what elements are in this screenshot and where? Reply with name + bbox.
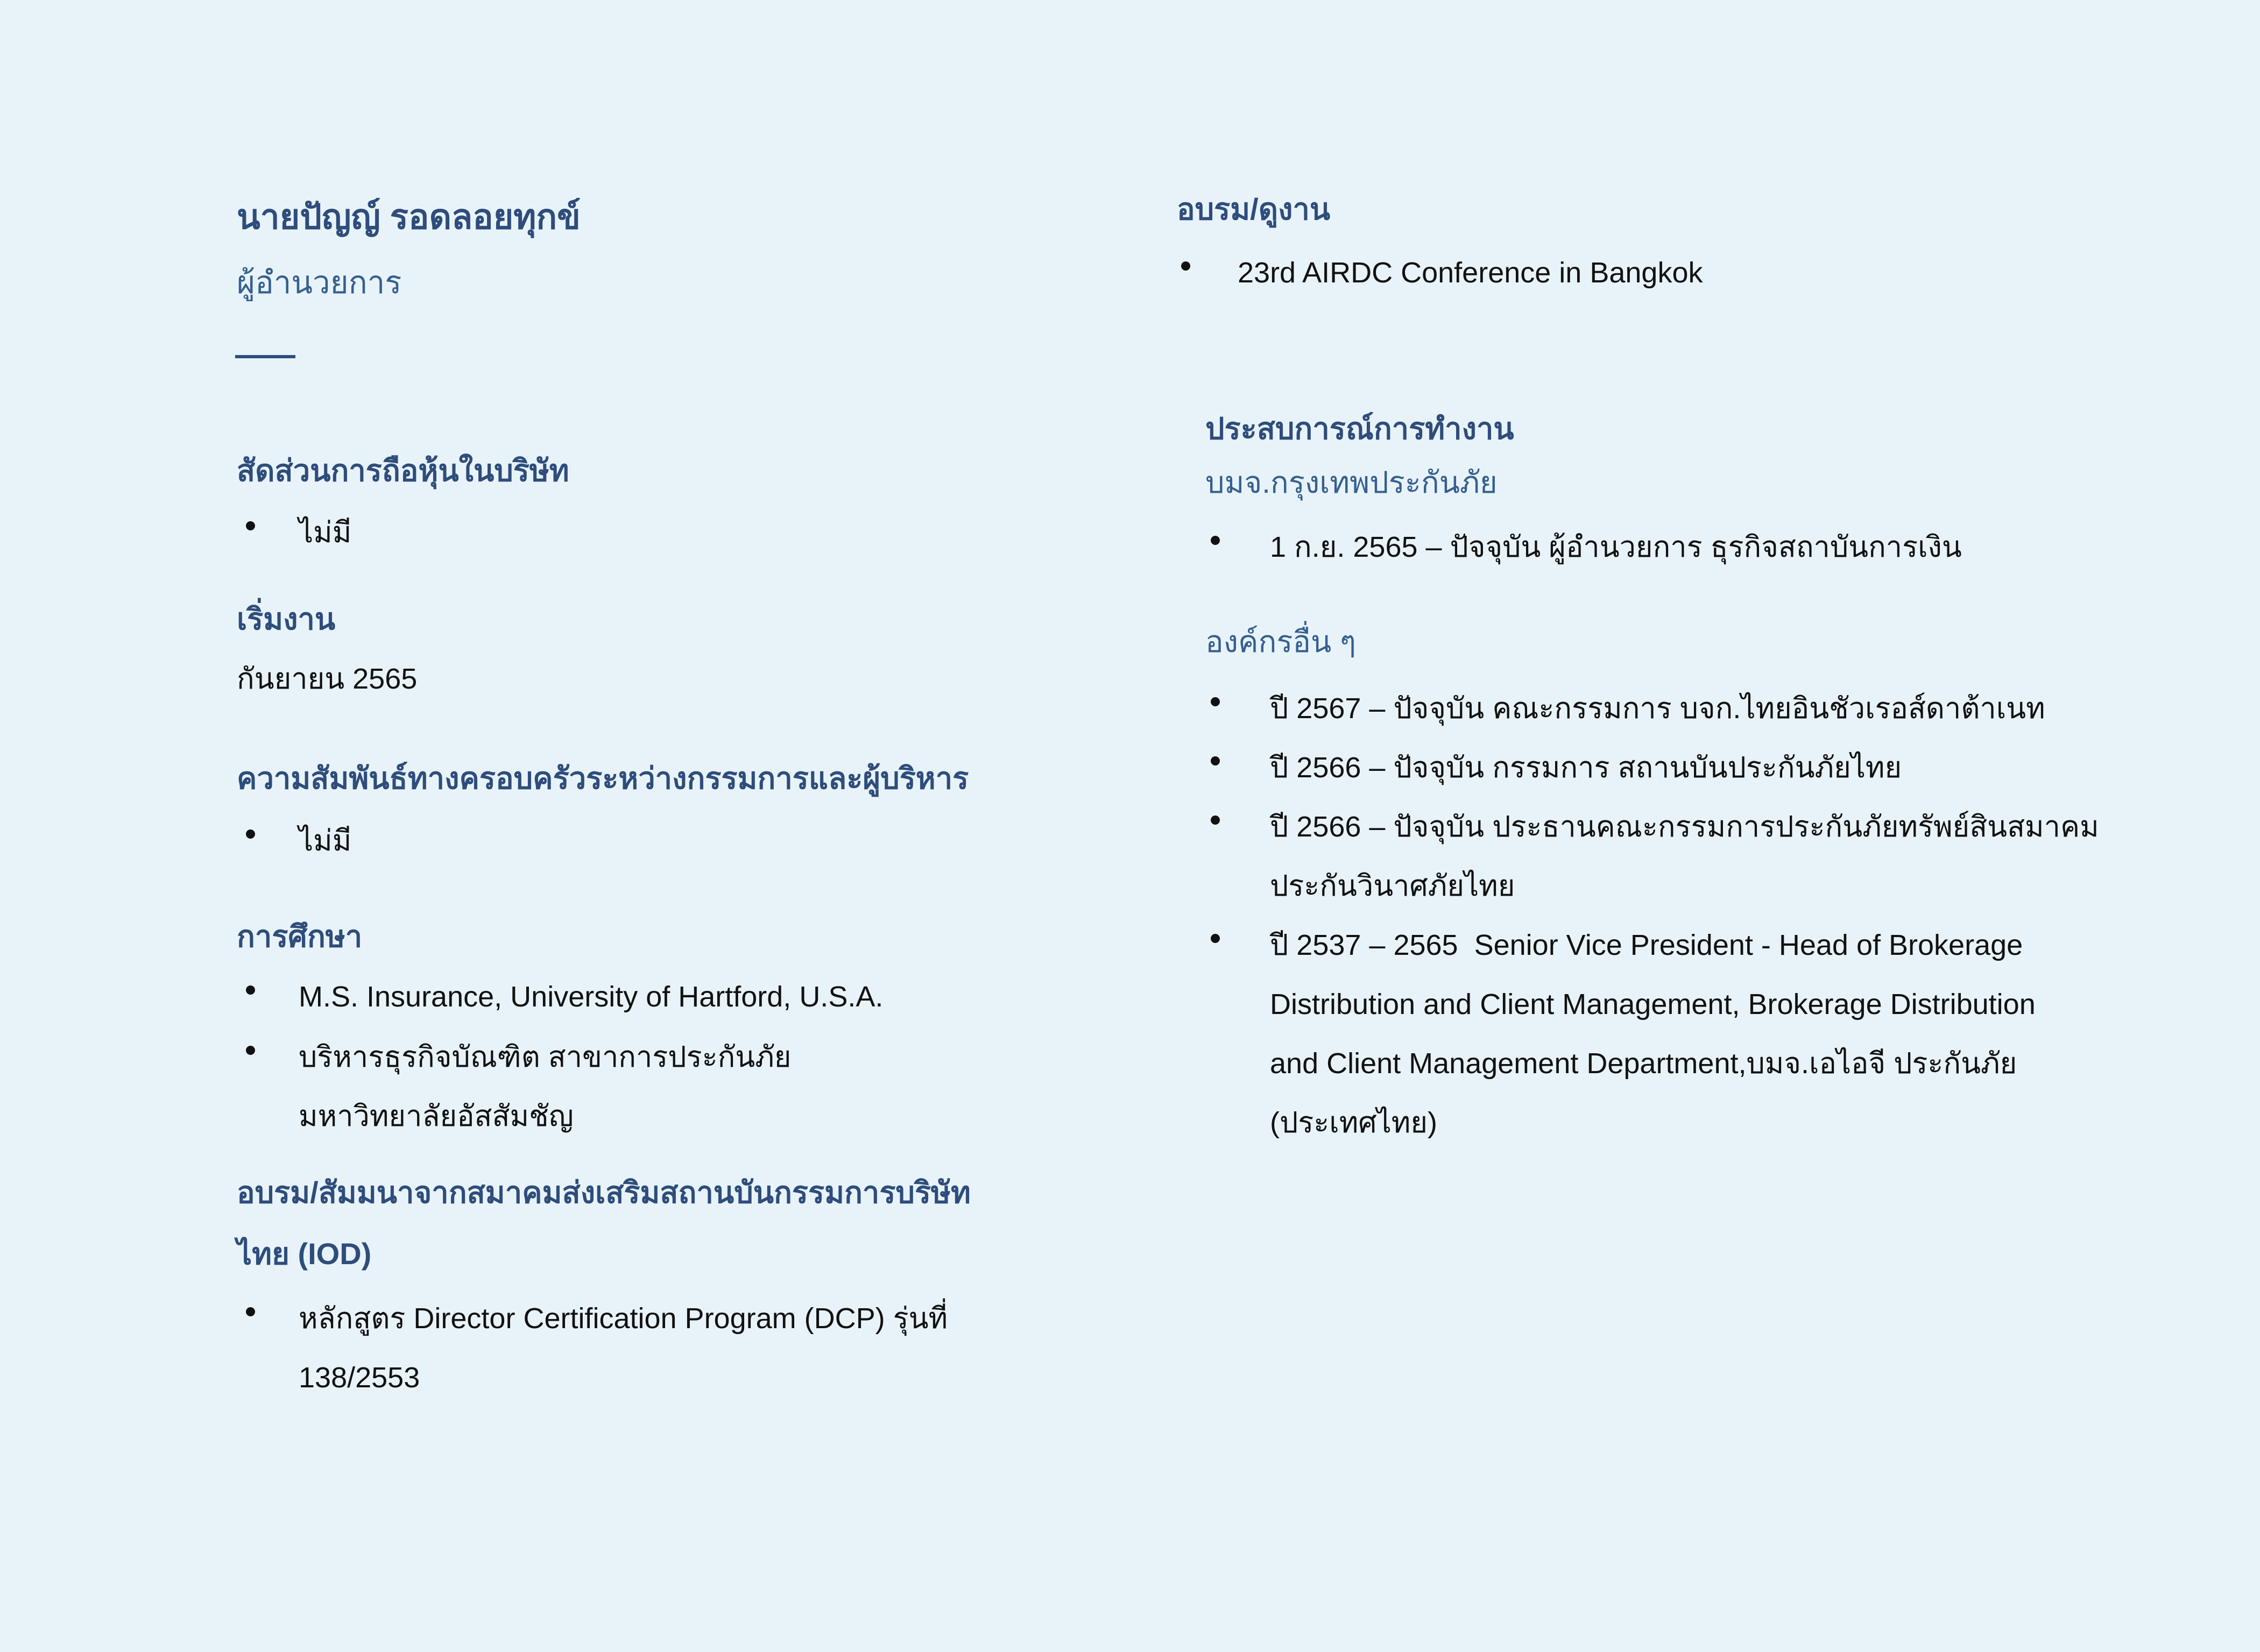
bullet-icon <box>1211 536 1220 545</box>
section-title-training: อบรม/ดูงาน <box>1177 192 1331 226</box>
list-item-text: ประกันวินาศภัยไทย <box>1270 870 1515 902</box>
list-item-text: หลักสูตร Director Certification Program (DCP) รุ่นที่ <box>299 1302 948 1335</box>
list-item <box>1205 738 1902 797</box>
list-item <box>1205 916 2036 1152</box>
person-name: นายปัญญ์ รอดลอยทุกข์ <box>237 197 581 236</box>
section-title-education: การศึกษา <box>237 919 363 953</box>
list-item-text: มหาวิทยาลัยอัสสัมชัญ <box>299 1100 574 1132</box>
section-title-other-org: องค์กรอื่น ๆ <box>1205 625 1356 658</box>
list-item-text: ปี 2566 – ปัจจุบัน กรรมการ สถานบันประกันภัยไทย <box>1270 751 1902 784</box>
list-item <box>1205 797 2099 916</box>
section-title-iod <box>237 1162 971 1285</box>
list-item-text: บริหารธุรกิจบัณฑิต สาขาการประกันภัย <box>299 1041 792 1073</box>
bullet-icon <box>246 1046 255 1055</box>
list-item-text: (ประเทศไทย) <box>1270 1107 1437 1139</box>
list-item-text: 138/2553 <box>299 1362 420 1394</box>
bullet-icon <box>1211 697 1220 706</box>
section-title-family-relation: ความสัมพันธ์ทางครอบครัวระหว่างกรรมการและผู้บริหาร <box>237 761 969 795</box>
list-item-text: 23rd AIRDC Conference in Bangkok <box>1238 257 1703 289</box>
bullet-icon <box>246 1307 255 1316</box>
list-item <box>237 1289 948 1407</box>
section-title-iod-line1: อบรม/สัมมนาจากสมาคมส่งเสริมสถานบันกรรมการบริษัท <box>237 1175 971 1209</box>
list-item <box>237 967 883 1026</box>
bullet-icon <box>1211 756 1220 765</box>
list-item-text: 1 ก.ย. 2565 – ปัจจุบัน ผู้อำนวยการ ธุรกิจสถาบันการเงิน <box>1270 531 1962 563</box>
list-item-text: ปี 2567 – ปัจจุบัน คณะกรรมการ บจก.ไทยอินชัวเรอส์ดาต้าเนท <box>1270 692 2045 725</box>
list-item-text: ไม่มี <box>299 516 352 549</box>
bullet-icon <box>246 829 255 839</box>
bullet-icon <box>246 521 255 530</box>
list-item <box>1177 243 1703 302</box>
list-item-text: ไม่มี <box>299 825 352 857</box>
list-item-text: ปี 2537 – 2565 Senior Vice President - Head of Brokerage <box>1270 929 2023 961</box>
section-title-start-work: เริ่มงาน <box>237 602 336 636</box>
list-item <box>1205 679 2045 738</box>
start-work-value: กันยายน 2565 <box>237 663 418 695</box>
bullet-icon <box>1211 934 1220 943</box>
list-item-text: Distribution and Client Management, Brokerage Distribution <box>1270 988 2036 1020</box>
section-title-experience: ประสบการณ์การทำงาน <box>1205 412 1514 445</box>
list-item <box>1205 517 1962 577</box>
bullet-icon <box>1211 816 1220 825</box>
divider-line <box>235 355 295 358</box>
list-item <box>237 811 351 870</box>
section-title-iod-line2: ไทย (IOD) <box>237 1237 372 1271</box>
list-item-text: and Client Management Department,บมจ.เอไอจี ประกันภัย <box>1270 1047 2017 1080</box>
person-title: ผู้อำนวยการ <box>237 265 402 300</box>
list-item <box>237 503 351 562</box>
bullet-icon <box>1181 261 1190 271</box>
experience-company: บมจ.กรุงเทพประกันภัย <box>1205 465 1498 499</box>
list-item <box>237 1027 791 1146</box>
list-item-text: ปี 2566 – ปัจจุบัน ประธานคณะกรรมการประกันภัยทรัพย์สินสมาคม <box>1270 811 2099 843</box>
section-title-shareholding: สัดส่วนการถือหุ้นในบริษัท <box>237 453 569 487</box>
bullet-icon <box>246 985 255 995</box>
list-item-text: M.S. Insurance, University of Hartford, U.S.A. <box>299 981 884 1013</box>
